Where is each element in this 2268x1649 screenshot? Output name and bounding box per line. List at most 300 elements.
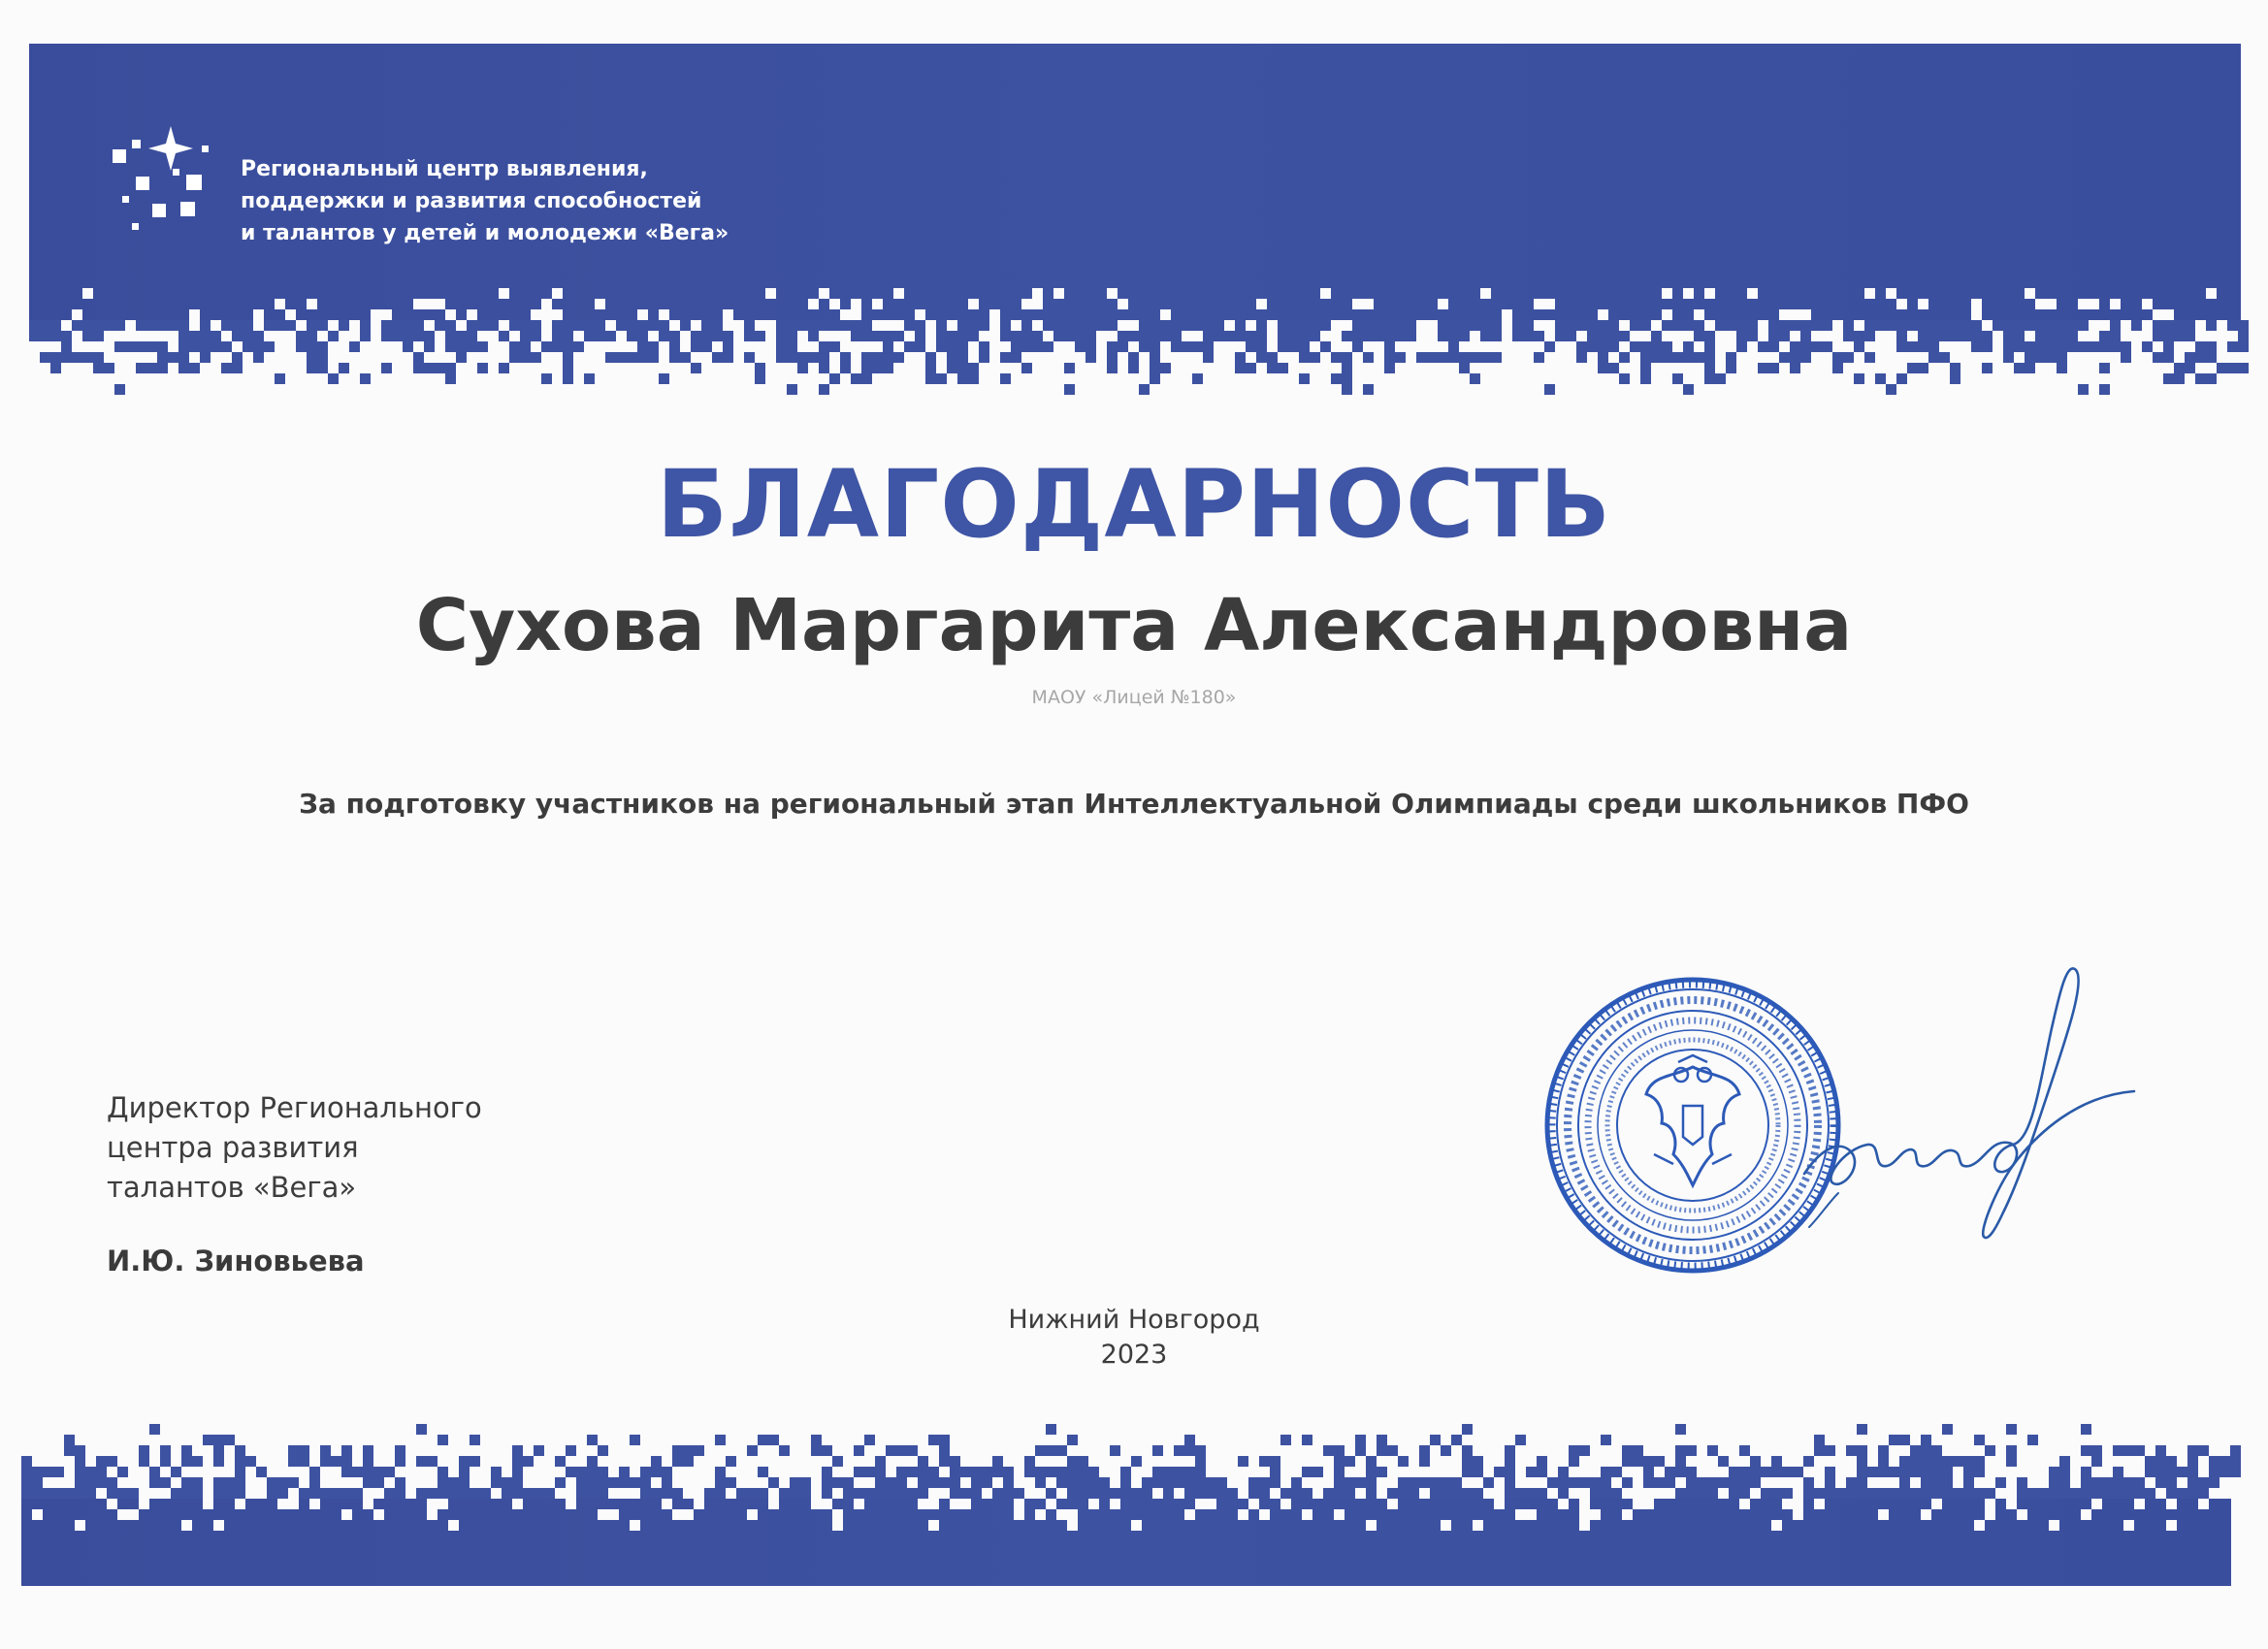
pixel-square xyxy=(1921,1477,1931,1488)
pixel-square xyxy=(776,320,787,331)
pixel-square xyxy=(968,331,979,341)
pixel-square xyxy=(1174,1477,1184,1488)
pixel-square xyxy=(1512,320,1523,331)
pixel-square xyxy=(2025,320,2035,331)
pixel-square xyxy=(502,1477,512,1488)
pixel-square xyxy=(178,352,189,363)
pixel-square xyxy=(1227,1488,1238,1499)
pixel-square xyxy=(968,320,979,331)
pixel-square xyxy=(85,1467,96,1477)
pixel-square xyxy=(189,363,200,373)
pixel-square xyxy=(1259,1477,1270,1488)
pixel-square xyxy=(2057,363,2067,373)
pixel-square xyxy=(950,1467,960,1477)
pixel-square xyxy=(1448,352,1459,363)
pixel-square xyxy=(896,1477,907,1488)
pixel-square xyxy=(1590,1488,1601,1499)
pixel-square xyxy=(2227,341,2238,352)
pixel-square xyxy=(1163,1488,1174,1499)
certificate-title: БЛАГОДАРНОСТЬ xyxy=(656,450,1612,559)
pixel-square xyxy=(467,320,477,331)
pixel-square xyxy=(1622,1445,1633,1456)
pixel-square xyxy=(864,1435,875,1445)
pixel-square xyxy=(1216,1477,1227,1488)
pixel-square xyxy=(904,341,915,352)
pixel-square xyxy=(811,1445,822,1456)
pixel-square xyxy=(64,1435,75,1445)
pixel-square xyxy=(1640,363,1651,373)
pixel-square xyxy=(491,1477,502,1488)
pixel-square xyxy=(307,352,317,363)
pixel-square xyxy=(758,1467,768,1477)
pixel-square xyxy=(1942,1467,1953,1477)
pixel-square xyxy=(93,363,104,373)
pixel-square xyxy=(1384,320,1395,331)
pixel-square xyxy=(1363,320,1374,331)
pixel-square xyxy=(424,341,435,352)
pixel-square xyxy=(587,1488,598,1499)
pixel-square xyxy=(1398,1477,1409,1488)
pixel-square xyxy=(605,352,616,363)
pixel-square xyxy=(307,341,317,352)
pixel-square xyxy=(584,331,595,341)
pixel-square xyxy=(1248,1477,1259,1488)
pixel-square xyxy=(2081,1488,2091,1499)
pixel-square xyxy=(1302,1488,1312,1499)
pixel-square xyxy=(317,363,328,373)
pixel-square xyxy=(829,320,840,331)
pixel-square xyxy=(395,1477,405,1488)
pixel-square xyxy=(1046,1424,1056,1435)
pixel-square xyxy=(2025,341,2035,352)
pixel-square xyxy=(277,1477,288,1488)
pixel-square xyxy=(82,320,93,331)
pixel-square xyxy=(317,352,328,363)
pixel-square xyxy=(1224,331,1235,341)
pixel-square xyxy=(1441,1445,1451,1456)
pixel-square xyxy=(1259,1456,1270,1467)
pixel-square xyxy=(1366,1467,1377,1477)
pixel-square xyxy=(598,1467,608,1477)
pixel-square xyxy=(2049,1467,2059,1477)
pixel-square xyxy=(790,1488,800,1499)
pixel-square xyxy=(445,363,456,373)
pixel-square xyxy=(1011,331,1021,341)
pixel-square xyxy=(2217,363,2227,373)
pixel-square xyxy=(43,1467,53,1477)
pixel-square xyxy=(2102,1477,2113,1488)
pixel-square xyxy=(1643,1456,1654,1467)
pixel-square xyxy=(299,1456,309,1467)
pixel-square xyxy=(1377,1467,1387,1477)
pixel-square xyxy=(832,1477,843,1488)
pixel-square xyxy=(416,1488,427,1499)
pixel-square xyxy=(715,1488,726,1499)
pixel-square xyxy=(2110,320,2121,331)
pixel-square xyxy=(1256,331,1267,341)
pixel-square xyxy=(1739,1467,1750,1477)
pixel-square xyxy=(1131,1456,1142,1467)
pixel-square xyxy=(2049,1488,2059,1499)
pixel-square xyxy=(104,320,114,331)
pixel-square xyxy=(787,320,797,331)
pixel-square xyxy=(1761,1488,1771,1499)
pixel-square xyxy=(416,1424,427,1435)
pixel-square xyxy=(2209,1456,2219,1467)
pixel-square xyxy=(1910,1488,1921,1499)
pixel-square xyxy=(512,1467,523,1477)
pixel-square xyxy=(61,331,72,341)
pixel-square xyxy=(1750,1467,1761,1477)
pixel-square xyxy=(1875,373,1886,384)
pixel-square xyxy=(1035,1477,1046,1488)
pixel-square xyxy=(32,1488,43,1499)
pixel-square xyxy=(189,341,200,352)
pixel-square xyxy=(331,1456,341,1467)
pixel-square xyxy=(2238,331,2249,341)
pixel-square xyxy=(1075,341,1085,352)
pixel-square xyxy=(822,1477,832,1488)
pixel-square xyxy=(1825,1467,1835,1477)
pixel-square xyxy=(1707,1477,1718,1488)
pixel-square xyxy=(427,1488,437,1499)
pixel-square xyxy=(1448,320,1459,331)
pixel-square xyxy=(1854,331,1864,341)
pixel-square xyxy=(1427,352,1438,363)
pixel-square xyxy=(512,1445,523,1456)
pixel-square xyxy=(1184,1435,1195,1445)
pixel-square xyxy=(256,1467,267,1477)
pixel-square xyxy=(1896,331,1907,341)
pixel-square xyxy=(1345,1456,1355,1467)
pixel-square xyxy=(470,1488,480,1499)
pixel-square xyxy=(758,1488,768,1499)
pixel-square xyxy=(1896,373,1907,384)
pixel-square xyxy=(1857,1456,1867,1467)
pixel-square xyxy=(1395,352,1406,363)
pixel-square xyxy=(384,1488,395,1499)
pixel-square xyxy=(1150,373,1160,384)
pixel-square xyxy=(2187,1488,2198,1499)
pixel-square xyxy=(288,1477,299,1488)
pixel-square xyxy=(363,1467,373,1477)
pixel-square xyxy=(1107,320,1118,331)
pixel-square xyxy=(309,1477,320,1488)
pixel-square xyxy=(1704,331,1715,341)
pixel-square xyxy=(1993,320,2003,331)
pixel-square xyxy=(235,1488,245,1499)
pixel-square xyxy=(1512,331,1523,341)
pixel-square xyxy=(2110,331,2121,341)
pixel-square xyxy=(1995,1477,2006,1488)
pixel-square xyxy=(1270,1477,1280,1488)
pixel-square xyxy=(576,1477,587,1488)
pixel-square xyxy=(2209,1477,2219,1488)
pixel-square xyxy=(499,363,509,373)
pixel-square xyxy=(235,1477,245,1488)
organization-name xyxy=(241,153,823,249)
pixel-square xyxy=(288,1445,299,1456)
pixel-square xyxy=(864,1488,875,1499)
pixel-square xyxy=(1235,331,1246,341)
pixel-square xyxy=(918,1477,928,1488)
pixel-square xyxy=(1921,1445,1931,1456)
pixel-square xyxy=(851,373,861,384)
pixel-square xyxy=(928,1477,939,1488)
pixel-square xyxy=(1323,1445,1334,1456)
pixel-square xyxy=(437,1477,448,1488)
pixel-square xyxy=(1238,1456,1248,1467)
pixel-square xyxy=(2070,1488,2081,1499)
pixel-square xyxy=(1608,341,1619,352)
pixel-square xyxy=(1576,320,1587,331)
pixel-square xyxy=(648,341,659,352)
pixel-square xyxy=(2110,341,2121,352)
pixel-square xyxy=(587,1435,598,1445)
pixel-square xyxy=(1150,331,1160,341)
pixel-square xyxy=(1601,1467,1611,1477)
pixel-square xyxy=(1302,1467,1312,1477)
pixel-square xyxy=(1267,352,1278,363)
pixel-square xyxy=(1534,352,1544,363)
pixel-square xyxy=(1299,373,1310,384)
pixel-square xyxy=(1384,331,1395,341)
pixel-square xyxy=(598,1445,608,1456)
pixel-square xyxy=(1590,1477,1601,1488)
pixel-square xyxy=(1587,331,1598,341)
pixel-square xyxy=(822,1445,832,1456)
pixel-square xyxy=(552,341,563,352)
pixel-square xyxy=(608,1477,619,1488)
pixel-square xyxy=(1803,1456,1814,1467)
pixel-square xyxy=(1046,1488,1056,1499)
pixel-square xyxy=(253,352,264,363)
pixel-square xyxy=(1739,1445,1750,1456)
pixel-square xyxy=(979,341,989,352)
pixel-square xyxy=(1334,1467,1345,1477)
pixel-square xyxy=(1611,1488,1622,1499)
pixel-square xyxy=(2003,352,2014,363)
pixel-square xyxy=(840,352,851,363)
pixel-square xyxy=(1811,320,1822,331)
pixel-square xyxy=(1085,331,1096,341)
pixel-square xyxy=(939,1456,950,1467)
pixel-square xyxy=(181,1488,192,1499)
pixel-square xyxy=(576,1488,587,1499)
issue-year: 2023 xyxy=(1100,1340,1168,1370)
pixel-square xyxy=(1184,1445,1195,1456)
pixel-square xyxy=(790,1477,800,1488)
pixel-square xyxy=(1184,1467,1195,1477)
pixel-square xyxy=(819,384,829,395)
pixel-square xyxy=(1601,1488,1611,1499)
pixel-square xyxy=(1974,1488,1985,1499)
pixel-square xyxy=(1320,341,1331,352)
pixel-square xyxy=(235,1456,245,1467)
pixel-square xyxy=(1150,341,1160,352)
pixel-square xyxy=(1342,352,1352,363)
pixel-square xyxy=(146,320,157,331)
pixel-square xyxy=(2185,363,2195,373)
pixel-square xyxy=(2187,1445,2198,1456)
pixel-square xyxy=(1782,1488,1793,1499)
pixel-square xyxy=(2099,384,2110,395)
pixel-square xyxy=(822,1488,832,1499)
pixel-square xyxy=(1363,352,1374,363)
pixel-square xyxy=(2006,1445,2017,1456)
pixel-square xyxy=(808,352,819,363)
pixel-square xyxy=(1910,1445,1921,1456)
pixel-square xyxy=(509,341,520,352)
pixel-square xyxy=(2187,1467,2198,1477)
pixel-square xyxy=(1907,363,1918,373)
pixel-square xyxy=(2123,1488,2134,1499)
pixel-square xyxy=(723,352,733,363)
pixel-square xyxy=(1014,1488,1024,1499)
pixel-square xyxy=(456,341,467,352)
pixel-square xyxy=(499,331,509,341)
pixel-square xyxy=(747,1488,758,1499)
pixel-square xyxy=(1099,1477,1110,1488)
pixel-square xyxy=(1355,1445,1366,1456)
pixel-square xyxy=(2230,1456,2241,1467)
pixel-square xyxy=(1939,352,1950,363)
pixel-square xyxy=(2230,1445,2241,1456)
pixel-square xyxy=(1483,1477,1494,1488)
pixel-square xyxy=(1640,352,1651,363)
pixel-square xyxy=(2219,1456,2230,1467)
pixel-square xyxy=(1790,352,1800,363)
pixel-square xyxy=(544,1488,555,1499)
pixel-square xyxy=(96,1477,107,1488)
pixel-square xyxy=(701,341,712,352)
pixel-square xyxy=(21,1477,32,1488)
pixel-square xyxy=(1203,331,1214,341)
pixel-square xyxy=(1184,1477,1195,1488)
pixel-square xyxy=(1566,320,1576,331)
pixel-square xyxy=(1480,320,1491,331)
pixel-square xyxy=(637,320,648,331)
pixel-square xyxy=(1622,1456,1633,1467)
pixel-square xyxy=(715,1477,726,1488)
pixel-square xyxy=(1195,1445,1206,1456)
pixel-square xyxy=(1448,341,1459,352)
pixel-square xyxy=(1345,1477,1355,1488)
pixel-square xyxy=(192,1477,203,1488)
pixel-square xyxy=(2078,341,2089,352)
pixel-square xyxy=(779,1488,790,1499)
pixel-square xyxy=(243,320,253,331)
pixel-square xyxy=(2166,1467,2177,1477)
pixel-square xyxy=(640,1467,651,1477)
pixel-square xyxy=(29,331,40,341)
pixel-square xyxy=(2027,1435,2038,1445)
pixel-square xyxy=(200,341,211,352)
pixel-square xyxy=(768,1477,779,1488)
pixel-square xyxy=(2121,341,2131,352)
pixel-square xyxy=(1171,331,1182,341)
pixel-square xyxy=(1683,320,1694,331)
pixel-square xyxy=(1505,1467,1515,1477)
pixel-square xyxy=(1544,384,1555,395)
pixel-square xyxy=(114,384,125,395)
pixel-square xyxy=(1334,1445,1345,1456)
pixel-square xyxy=(872,352,883,363)
pixel-square xyxy=(950,1488,960,1499)
pixel-square xyxy=(1931,1477,1942,1488)
pixel-square xyxy=(854,1467,864,1477)
pixel-square xyxy=(1960,320,1971,331)
pixel-square xyxy=(339,320,349,331)
pixel-square xyxy=(1067,1467,1078,1477)
pixel-square xyxy=(904,320,915,331)
pixel-square xyxy=(723,341,733,352)
pixel-square xyxy=(1619,352,1630,363)
pixel-square xyxy=(2153,331,2163,341)
pixel-square xyxy=(957,331,968,341)
pixel-square xyxy=(896,1467,907,1477)
pixel-square xyxy=(1416,352,1427,363)
pixel-square xyxy=(936,331,947,341)
pixel-square xyxy=(669,331,680,341)
pixel-square xyxy=(2099,341,2110,352)
pixel-square xyxy=(40,320,50,331)
pixel-square xyxy=(907,1467,918,1477)
pixel-square xyxy=(82,352,93,363)
pixel-square xyxy=(768,1435,779,1445)
pixel-square xyxy=(85,1477,96,1488)
pixel-square xyxy=(1107,352,1118,363)
pixel-square xyxy=(1747,331,1758,341)
pixel-square xyxy=(1107,341,1118,352)
pixel-square xyxy=(1576,341,1587,352)
pixel-square xyxy=(1075,331,1085,341)
pixel-square xyxy=(381,320,392,331)
pixel-square xyxy=(854,1488,864,1499)
pixel-square xyxy=(886,1477,896,1488)
pixel-square xyxy=(1867,1467,1878,1477)
pixel-square xyxy=(1630,320,1640,331)
pixel-square xyxy=(896,1488,907,1499)
pixel-square xyxy=(1558,1488,1569,1499)
pixel-square xyxy=(947,331,957,341)
pixel-square xyxy=(659,373,669,384)
pixel-square xyxy=(189,331,200,341)
pixel-square xyxy=(1771,1456,1782,1467)
pixel-square xyxy=(2099,363,2110,373)
pixel-square xyxy=(328,331,339,341)
pixel-square xyxy=(1928,331,1939,341)
pixel-square xyxy=(1118,331,1128,341)
pixel-square xyxy=(1889,1488,1899,1499)
pixel-square xyxy=(800,1477,811,1488)
pixel-square xyxy=(2003,331,2014,341)
pixel-square xyxy=(2166,1456,2177,1467)
pixel-square xyxy=(1192,320,1203,331)
pixel-square xyxy=(1085,341,1096,352)
pixel-square xyxy=(947,341,957,352)
director-signature-icon xyxy=(1785,951,2154,1271)
pixel-square xyxy=(1899,1477,1910,1488)
pixel-square xyxy=(1366,1477,1377,1488)
pixel-square xyxy=(2059,1467,2070,1477)
pixel-square xyxy=(1640,320,1651,331)
pixel-square xyxy=(1726,320,1736,331)
pixel-square xyxy=(1843,331,1854,341)
pixel-square xyxy=(149,1477,160,1488)
pixel-square xyxy=(1782,1467,1793,1477)
pixel-square xyxy=(787,352,797,363)
